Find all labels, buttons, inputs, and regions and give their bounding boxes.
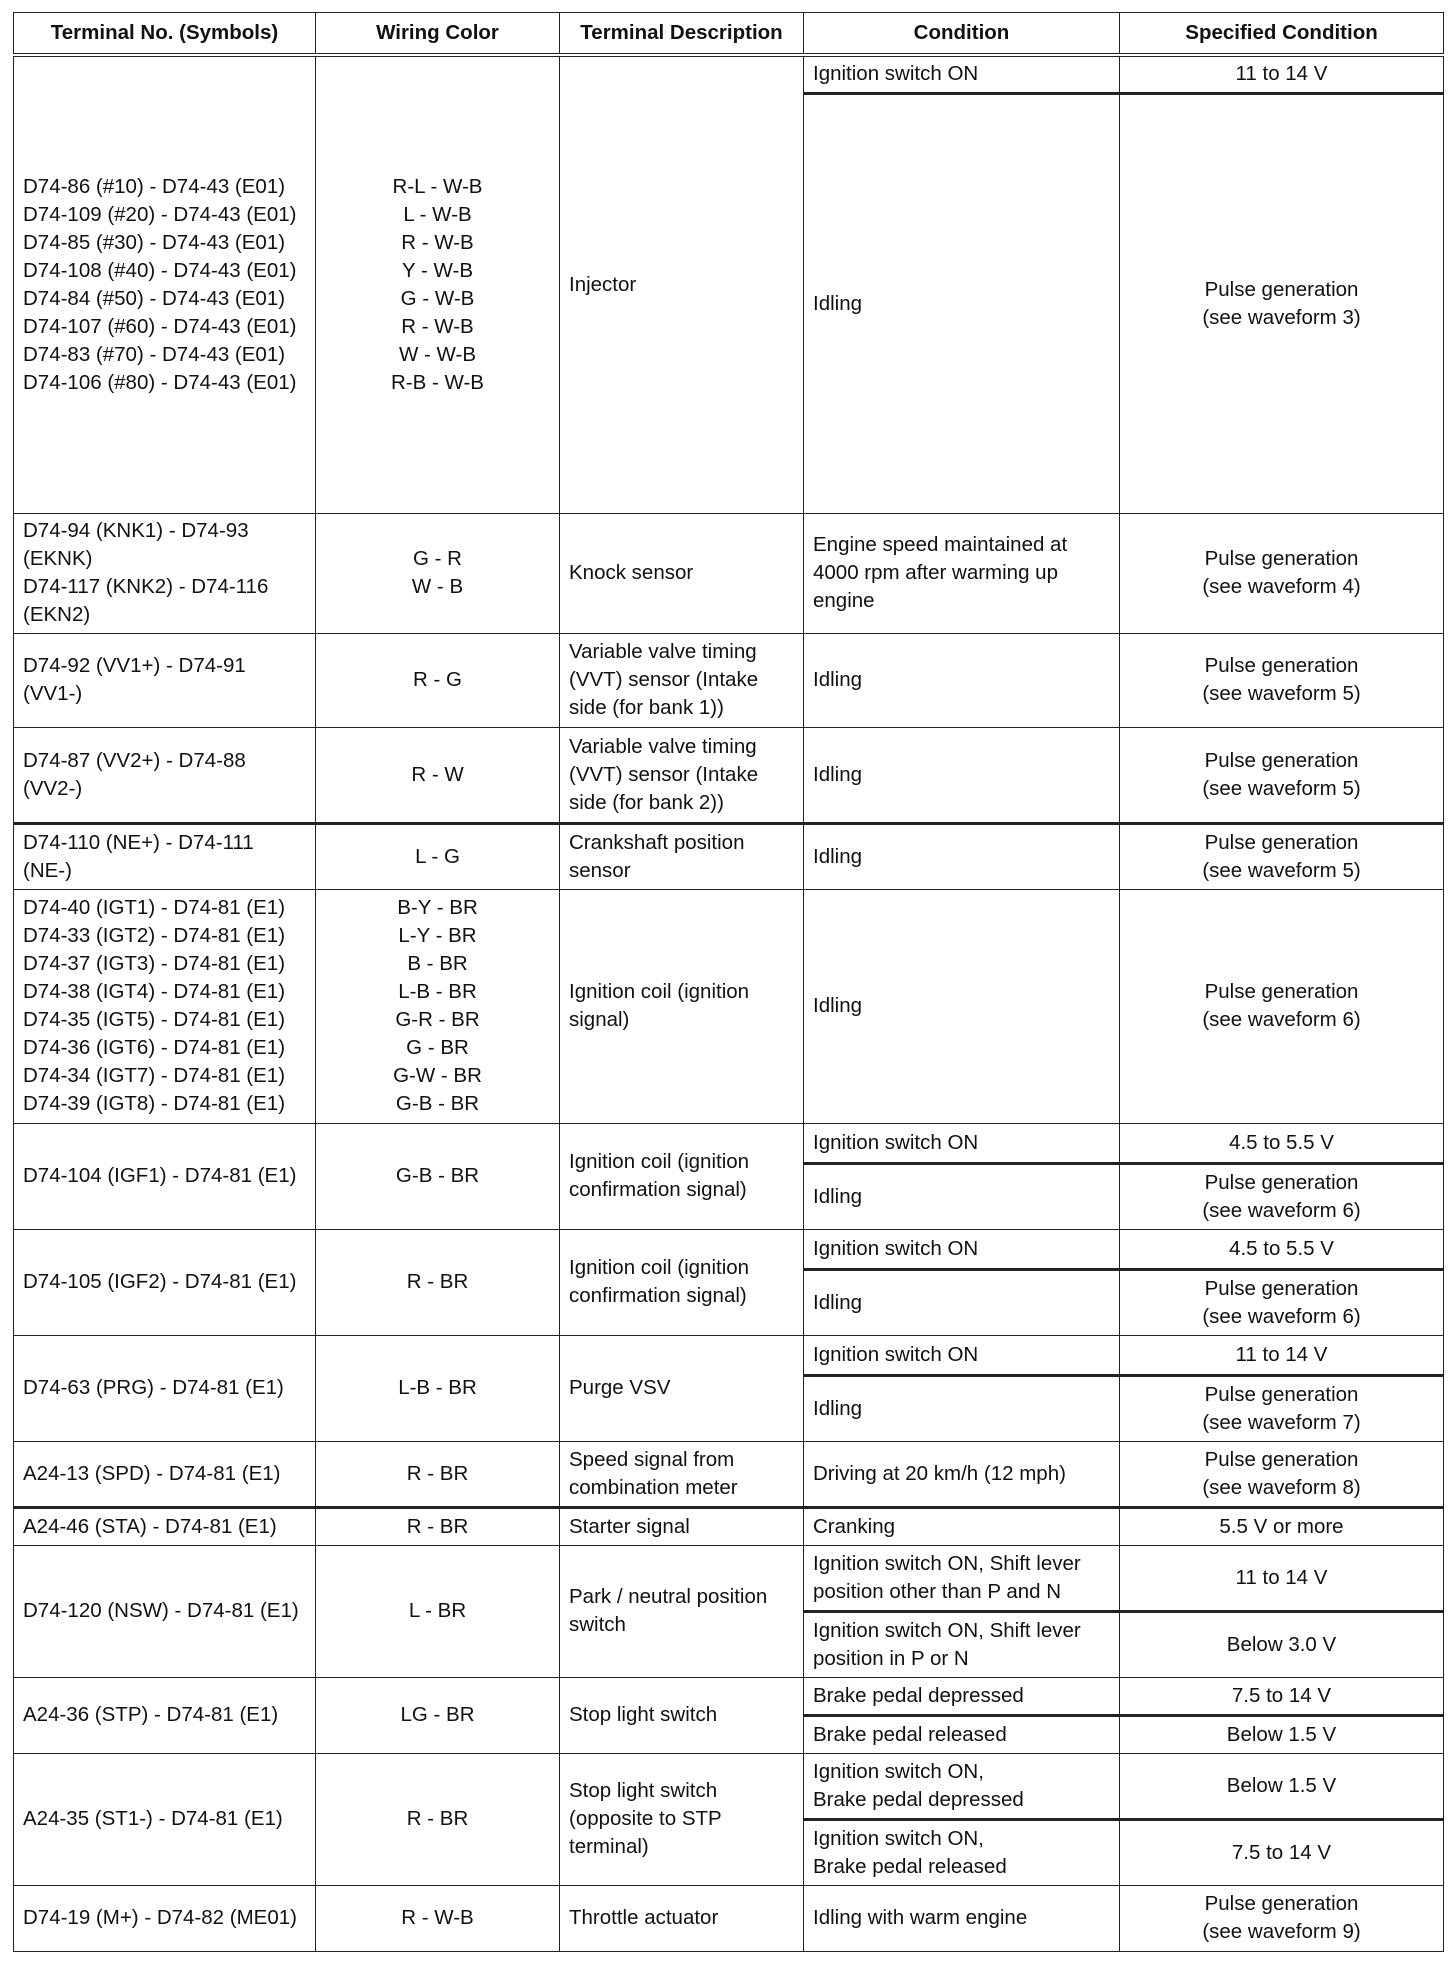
- terminal-cell: D74-104 (IGF1) - D74-81 (E1): [14, 1123, 316, 1229]
- description-cell: Variable valve timing (VVT) sensor (Intake side (for bank 2)): [560, 727, 804, 823]
- description-cell: Ignition coil (ignition signal): [560, 889, 804, 1123]
- condition-cell: Ignition switch ON: [804, 1335, 1120, 1375]
- wiring-color-cell: R - BR: [316, 1507, 560, 1545]
- table-row: [14, 1441, 1444, 1507]
- specified-condition-cell: Below 1.5 V: [1120, 1715, 1444, 1753]
- specified-condition-cell: 5.5 V or more: [1120, 1507, 1444, 1545]
- wiring-color-cell: R - G: [316, 633, 560, 727]
- specified-condition-cell: Pulse generation (see waveform 6): [1120, 1269, 1444, 1335]
- wiring-color-cell: L - G: [316, 823, 560, 889]
- header-row: [14, 13, 1444, 56]
- description-cell: Stop light switch: [560, 1677, 804, 1753]
- wiring-color-cell: LG - BR: [316, 1677, 560, 1753]
- description-cell: Purge VSV: [560, 1335, 804, 1441]
- specified-condition-cell: 4.5 to 5.5 V: [1120, 1123, 1444, 1163]
- specified-condition-cell: Pulse generation (see waveform 3): [1120, 93, 1444, 513]
- specified-condition-cell: Pulse generation (see waveform 5): [1120, 727, 1444, 823]
- wiring-color-cell: G - R W - B: [316, 513, 560, 633]
- terminal-cell: D74-105 (IGF2) - D74-81 (E1): [14, 1229, 316, 1335]
- specified-condition-cell: Below 1.5 V: [1120, 1753, 1444, 1819]
- specified-condition-cell: 11 to 14 V: [1120, 55, 1444, 93]
- description-cell: Ignition coil (ignition confirmation signal): [560, 1123, 804, 1229]
- specified-condition-cell: Pulse generation (see waveform 5): [1120, 633, 1444, 727]
- terminal-cell: D74-63 (PRG) - D74-81 (E1): [14, 1335, 316, 1441]
- specified-condition-cell: Pulse generation (see waveform 7): [1120, 1375, 1444, 1441]
- condition-cell: Ignition switch ON: [804, 55, 1120, 93]
- terminal-cell: D74-92 (VV1+) - D74-91 (VV1-): [14, 633, 316, 727]
- description-cell: Injector: [560, 55, 804, 513]
- condition-cell: Ignition switch ON, Shift lever position in P or N: [804, 1611, 1120, 1677]
- terminal-cell: D74-87 (VV2+) - D74-88 (VV2-): [14, 727, 316, 823]
- specified-condition-cell: Pulse generation (see waveform 6): [1120, 889, 1444, 1123]
- table-row: [14, 1677, 1444, 1715]
- description-cell: Throttle actuator: [560, 1885, 804, 1951]
- wiring-color-cell: L - BR: [316, 1545, 560, 1677]
- table-row: [14, 1229, 1444, 1269]
- specified-condition-cell: 4.5 to 5.5 V: [1120, 1229, 1444, 1269]
- terminal-cell: D74-19 (M+) - D74-82 (ME01): [14, 1885, 316, 1951]
- specified-condition-cell: Pulse generation (see waveform 5): [1120, 823, 1444, 889]
- table-row: [14, 633, 1444, 727]
- condition-cell: Ignition switch ON: [804, 1229, 1120, 1269]
- wiring-color-cell: R - W: [316, 727, 560, 823]
- specified-condition-cell: Pulse generation (see waveform 9): [1120, 1885, 1444, 1951]
- condition-cell: Ignition switch ON, Shift lever position other than P and N: [804, 1545, 1120, 1611]
- condition-cell: Brake pedal released: [804, 1715, 1120, 1753]
- condition-cell: Idling: [804, 633, 1120, 727]
- terminal-cell: D74-120 (NSW) - D74-81 (E1): [14, 1545, 316, 1677]
- description-cell: Ignition coil (ignition confirmation signal): [560, 1229, 804, 1335]
- wiring-color-cell: G-B - BR: [316, 1123, 560, 1229]
- wiring-color-cell: B-Y - BR L-Y - BR B - BR L-B - BR G-R - BR G - BR G-W - BR G-B - BR: [316, 889, 560, 1123]
- condition-cell: Idling: [804, 727, 1120, 823]
- condition-cell: Ignition switch ON, Brake pedal depressed: [804, 1753, 1120, 1819]
- terminal-cell: A24-35 (ST1-) - D74-81 (E1): [14, 1753, 316, 1885]
- condition-cell: Idling with warm engine: [804, 1885, 1120, 1951]
- table-row: [14, 727, 1444, 823]
- condition-cell: Driving at 20 km/h (12 mph): [804, 1441, 1120, 1507]
- specified-condition-cell: 11 to 14 V: [1120, 1335, 1444, 1375]
- terminal-spec-table: [13, 12, 1444, 1952]
- terminal-cell: D74-86 (#10) - D74-43 (E01) D74-109 (#20) - D74-43 (E01) D74-85 (#30) - D74-43 (E01) D74-108 (#40) - D74-43 (E01) D74-84 (#50) - D74-43 (E01) D74-107 (#60) - D74-43 (E01) D74-83 (#70) - D74-43 (E01) D74-106 (#80) - D74-43 (E01): [14, 55, 316, 513]
- description-cell: Speed signal from combination meter: [560, 1441, 804, 1507]
- wiring-color-cell: R-L - W-B L - W-B R - W-B Y - W-B G - W-B R - W-B W - W-B R-B - W-B: [316, 55, 560, 513]
- table-row: [14, 1335, 1444, 1375]
- description-cell: Variable valve timing (VVT) sensor (Intake side (for bank 1)): [560, 633, 804, 727]
- condition-cell: Idling: [804, 1163, 1120, 1229]
- condition-cell: Brake pedal depressed: [804, 1677, 1120, 1715]
- wiring-color-cell: R - W-B: [316, 1885, 560, 1951]
- terminal-cell: D74-94 (KNK1) - D74-93 (EKNK) D74-117 (KNK2) - D74-116 (EKN2): [14, 513, 316, 633]
- terminal-cell: A24-46 (STA) - D74-81 (E1): [14, 1507, 316, 1545]
- table-row: [14, 55, 1444, 93]
- condition-cell: Idling: [804, 1375, 1120, 1441]
- table-row: [14, 823, 1444, 889]
- terminal-cell: A24-36 (STP) - D74-81 (E1): [14, 1677, 316, 1753]
- wiring-color-cell: L-B - BR: [316, 1335, 560, 1441]
- condition-cell: Idling: [804, 889, 1120, 1123]
- condition-cell: Idling: [804, 823, 1120, 889]
- header-condition: Condition: [804, 13, 1120, 56]
- specified-condition-cell: 11 to 14 V: [1120, 1545, 1444, 1611]
- description-cell: Park / neutral position switch: [560, 1545, 804, 1677]
- condition-cell: Engine speed maintained at 4000 rpm after warming up engine: [804, 513, 1120, 633]
- specified-condition-cell: 7.5 to 14 V: [1120, 1677, 1444, 1715]
- specified-condition-cell: Pulse generation (see waveform 8): [1120, 1441, 1444, 1507]
- specified-condition-cell: Below 3.0 V: [1120, 1611, 1444, 1677]
- condition-cell: Cranking: [804, 1507, 1120, 1545]
- table-row: [14, 1545, 1444, 1611]
- description-cell: Stop light switch (opposite to STP terminal): [560, 1753, 804, 1885]
- specified-condition-cell: Pulse generation (see waveform 4): [1120, 513, 1444, 633]
- condition-cell: Idling: [804, 1269, 1120, 1335]
- header-wiring-color: Wiring Color: [316, 13, 560, 56]
- table-row: [14, 1123, 1444, 1163]
- specified-condition-cell: Pulse generation (see waveform 6): [1120, 1163, 1444, 1229]
- description-cell: Crankshaft position sensor: [560, 823, 804, 889]
- description-cell: Knock sensor: [560, 513, 804, 633]
- condition-cell: Ignition switch ON, Brake pedal released: [804, 1819, 1120, 1885]
- table-row: [14, 889, 1444, 1123]
- terminal-cell: D74-110 (NE+) - D74-111 (NE-): [14, 823, 316, 889]
- condition-cell: Ignition switch ON: [804, 1123, 1120, 1163]
- wiring-color-cell: R - BR: [316, 1753, 560, 1885]
- header-specified-condition: Specified Condition: [1120, 13, 1444, 56]
- specified-condition-cell: 7.5 to 14 V: [1120, 1819, 1444, 1885]
- terminal-cell: D74-40 (IGT1) - D74-81 (E1) D74-33 (IGT2) - D74-81 (E1) D74-37 (IGT3) - D74-81 (E1) D74-38 (IGT4) - D74-81 (E1) D74-35 (IGT5) - D74-81 (E1) D74-36 (IGT6) - D74-81 (E1) D74-34 (IGT7) - D74-81 (E1) D74-39 (IGT8) - D74-81 (E1): [14, 889, 316, 1123]
- condition-cell: Idling: [804, 93, 1120, 513]
- table-row: [14, 513, 1444, 633]
- table-row: [14, 1753, 1444, 1819]
- header-terminal: Terminal No. (Symbols): [14, 13, 316, 56]
- description-cell: Starter signal: [560, 1507, 804, 1545]
- table-row: [14, 1507, 1444, 1545]
- table-row: [14, 1885, 1444, 1951]
- wiring-color-cell: R - BR: [316, 1441, 560, 1507]
- wiring-color-cell: R - BR: [316, 1229, 560, 1335]
- terminal-cell: A24-13 (SPD) - D74-81 (E1): [14, 1441, 316, 1507]
- header-terminal-description: Terminal Description: [560, 13, 804, 56]
